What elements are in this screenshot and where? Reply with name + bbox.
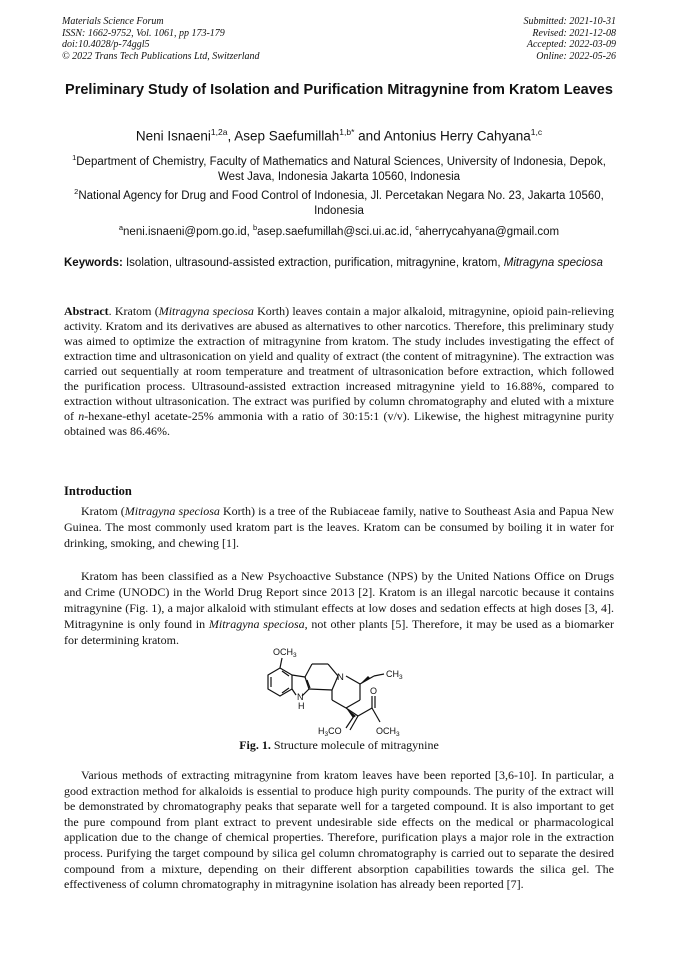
accepted-date: Accepted: 2022-03-09 (526, 39, 616, 50)
email-mark: b (252, 223, 258, 232)
author-affiliation-mark: 1,2a (210, 127, 228, 137)
atom-label-h3co: $H_3CO$ (318, 726, 342, 738)
online-date: Online: 2022-05-26 (536, 50, 616, 62)
paragraph-text: , not other plants [5]. Therefore, it may be used as a biomarker for determining kratom. (64, 617, 614, 647)
abstract-text: . Kratom ( (108, 304, 159, 318)
stereo-wedge (360, 676, 370, 684)
abstract (64, 304, 614, 439)
publication-dates (524, 16, 617, 62)
pyrrole-bond (292, 675, 305, 677)
paragraph-text: Kratom ( (81, 504, 125, 518)
figure-caption (62, 738, 616, 753)
intro-paragraph-3: Various methods of extracting mitragynine from kratom leaves have been reported [3,6-10]. In particular, a good extraction method for alkaloids is essential to produce high purity compounds. The purity of the extract will be demonstrated by chromatography peaks that separate well for a targeted compound. It is also important to get the pure compound from plant extract to prevent undesirable side effects on the medical or pharmacological application due to the change of chemical properties. Therefore, purification plays a major role in the extraction process. Purifying the target compound by silica gel column chromatography is carried out to separate the desired compound from a mixture, depending on their different absorption capabilities towards the silica gel. The effectiveness of column chromatography in mitragynine isolation has already been reported [7]. (64, 768, 614, 892)
enol-bond (350, 716, 358, 730)
email-mark: c (415, 223, 419, 232)
atom-label-n: N (337, 672, 344, 683)
email-address: asep.saefumillah@sci.ui.ac.id, (257, 225, 416, 238)
author-list (62, 124, 616, 145)
author-affiliation-mark: 1,c (530, 127, 543, 137)
journal-name: Materials Science Forum (62, 16, 164, 27)
abstract-italic-n: n (78, 409, 85, 423)
affiliation-text: Department of Chemistry, Faculty of Mathematics and Natural Sciences, University of Indonesia, Depok, West Java, Indonesia Jakarta 10560, Indonesia (76, 155, 606, 183)
figure-label: Fig. 1. (239, 738, 271, 752)
methoxy-bond (280, 658, 282, 668)
atom-label-ch3: $CH_3$ (386, 669, 403, 681)
atom-label-och3-top: $OCH_3$ (273, 647, 297, 659)
atom-label-o: O (370, 686, 378, 696)
ring-d-bond (346, 676, 360, 684)
benzene-ring (268, 668, 292, 696)
abstract-species: Mitragyna speciosa (158, 304, 254, 318)
journal-info (62, 16, 260, 62)
keywords-text: Isolation, ultrasound-assisted extraction, purification, mitragynine, kratom, (122, 257, 504, 269)
author-emails (62, 220, 616, 240)
affiliation-1 (62, 150, 616, 185)
author-affiliation-mark: 1,b* (339, 127, 355, 137)
pyrrole-bond (292, 689, 296, 695)
mitragynine-structure-figure (256, 646, 426, 738)
section-heading-introduction: Introduction (64, 484, 132, 498)
atom-label-h: H (298, 701, 305, 711)
email-mark: a (118, 223, 124, 232)
ring-c-bond (309, 689, 332, 690)
abstract-text: -hexane-ethyl acetate-25% ammonia with a ratio of 30:15:1 (v/v). Likewise, the highest mitragynine purity obtained was 86.46%. (64, 409, 614, 438)
author-name: Antonius Herry Cahyana (383, 128, 531, 144)
revised-date: Revised: 2021-12-08 (532, 27, 616, 39)
author-name: Asep Saefumillah (234, 128, 340, 144)
affiliation-text: National Agency for Drug and Food Control of Indonesia, Jl. Percetakan Negara No. 23, Jakarta 10560, Indonesia (78, 189, 604, 217)
intro-paragraph-1 (64, 503, 614, 551)
ring-d-bond (346, 700, 360, 708)
email-address: neni.isnaeni@pom.go.id, (123, 225, 253, 238)
author-name: Neni Isnaeni (135, 128, 211, 144)
copyright: © 2022 Trans Tech Publications Ltd, Switzerland (62, 50, 260, 62)
author-separator: and (354, 128, 384, 144)
paper-title: Preliminary Study of Isolation and Purification Mitragynine from Kratom Leaves (65, 82, 613, 98)
species-name: Mitragyna speciosa (124, 504, 220, 518)
submitted-date: Submitted: 2021-10-31 (523, 16, 616, 27)
ester-o-bond (372, 708, 380, 722)
email-address: aherrycahyana@gmail.com (418, 225, 560, 238)
keywords (64, 256, 614, 271)
figure-caption-text: Structure molecule of mitragynine (270, 738, 439, 752)
ring-c-bond (305, 664, 312, 677)
doi: doi:10.4028/p-74ggl5 (62, 39, 150, 50)
paragraph-text: Kratom has been classified as a New Psychoactive Substance (NPS) by the United Nations Office on Drugs and Crime (UNODC) in the World Drug Report since 2013 [2]. Kratom is an illegal narcotic because it contains mitragynine (Fig. 1), a major alkaloid with stimulant effects at low doses and sedation effects at high doses [3, 4]. Mitragynine is only found in (64, 569, 614, 631)
affiliation-mark: 1 (72, 153, 77, 162)
author-separator: , (227, 128, 235, 144)
ethyl-bond (374, 674, 384, 676)
paragraph-text: Korth) is a tree of the Rubiaceae family, native to Southeast Asia and Papua New Guinea. The most commonly used kratom part is the leaves. Kratom can be consumed by boiling it in water for drinking, smoking, and chewing [1]. (64, 504, 614, 550)
affiliation-mark: 2 (74, 187, 79, 196)
ester-bond (358, 708, 372, 716)
atom-label-och3-bottom: $OCH_3$ (376, 726, 400, 738)
keywords-species: Mitragyna speciosa (503, 257, 603, 269)
species-name: Mitragyna speciosa (208, 617, 305, 631)
abstract-label: Abstract (64, 304, 109, 318)
atom-label-nh: N (297, 692, 304, 702)
intro-paragraph-2 (64, 568, 614, 648)
affiliation-2 (62, 184, 616, 219)
abstract-text: Korth) leaves contain a major alkaloid, mitragynine, opioid pain-relieving activity. Kratom and its derivatives are abused as alternatives to other narcotics. Therefore, this preliminary study was aimed to optimize the extraction of mitragynine from kratom. The study includes investigating the effect of extraction time and ultrasonication on yield and quality of extract (the content of mitragynine). The extraction was carried out sequentially at room temperature and treatment of ultrasonication before extraction, which followed the purification process. Ultrasound-assisted extraction increased mitragynine yield to 16.88%, compared to extraction without ultrasonication. The extract was purified by column chromatography and eluted with a mixture of (64, 304, 614, 423)
ring-d-bond (332, 700, 346, 708)
keywords-label: Keywords: (64, 257, 123, 269)
issn: ISSN: 1662-9752, Vol. 1061, pp 173-179 (62, 27, 225, 39)
